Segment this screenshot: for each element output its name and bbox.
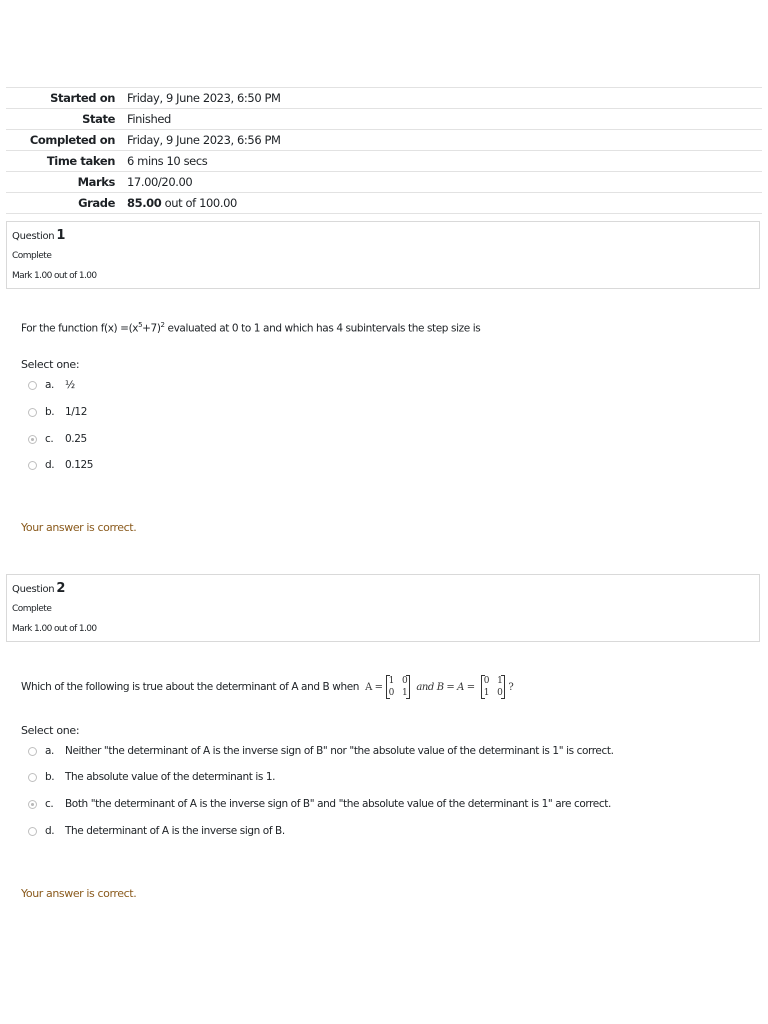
option-letter: b. <box>45 406 55 418</box>
radio-button[interactable] <box>28 381 37 390</box>
option-text: 0.125 <box>65 459 94 471</box>
radio-button[interactable] <box>28 461 37 470</box>
question-2-info <box>6 574 760 642</box>
summary-label: Started on <box>50 91 115 105</box>
summary-row-started <box>6 88 762 109</box>
option-letter: a. <box>45 745 54 757</box>
matrix-cell: 1 <box>483 688 490 698</box>
summary-value: Finished <box>127 112 171 126</box>
summary-label: Time taken <box>46 154 115 168</box>
option-text: 1/12 <box>65 406 87 418</box>
question-text-part: evaluated at 0 to 1 and which has 4 subintervals the step size is <box>164 322 481 335</box>
option-letter: c. <box>45 433 54 445</box>
option-text: 0.25 <box>65 433 87 445</box>
attempt-summary-table <box>6 87 762 214</box>
summary-label: State <box>82 112 115 126</box>
question-2-text <box>21 675 513 699</box>
summary-label: Marks <box>77 175 115 189</box>
exponent: 2 <box>160 321 165 329</box>
option-text: The determinant of A is the inverse sign of B. <box>65 825 285 837</box>
matrix-cell: 1 <box>497 676 503 686</box>
question-mark: Mark 1.00 out of 1.00 <box>12 271 97 281</box>
question-number-value: 1 <box>56 228 66 243</box>
math-connector: and B = A = <box>416 681 475 693</box>
summary-value: Friday, 9 June 2023, 6:56 PM <box>127 133 281 147</box>
summary-row-state <box>6 109 762 130</box>
summary-value: 17.00/20.00 <box>127 175 193 189</box>
matrix-cell: 1 <box>401 688 408 698</box>
summary-row-grade <box>6 193 762 214</box>
question-2-option-c[interactable] <box>28 796 611 812</box>
option-letter: a. <box>45 379 54 391</box>
question-2-option-b[interactable] <box>28 769 275 785</box>
matrix-cell: 0 <box>483 676 490 686</box>
question-1-option-d[interactable] <box>28 457 93 473</box>
radio-button[interactable] <box>28 827 37 836</box>
grade-suffix: out of 100.00 <box>164 196 237 210</box>
question-2-option-a[interactable] <box>28 743 614 759</box>
summary-row-time-taken <box>6 151 762 172</box>
question-state: Complete <box>12 251 52 261</box>
question-number-value: 2 <box>56 581 66 596</box>
summary-value: Friday, 9 June 2023, 6:50 PM <box>127 91 281 105</box>
question-1-option-a[interactable] <box>28 377 75 393</box>
question-1-option-b[interactable] <box>28 404 87 420</box>
option-letter: c. <box>45 798 54 810</box>
question-1-feedback: Your answer is correct. <box>21 521 137 534</box>
question-text-part: +7) <box>142 322 161 335</box>
exponent: 5 <box>138 321 143 329</box>
summary-label: Completed on <box>29 133 115 147</box>
question-label: Question <box>12 231 55 242</box>
option-letter: b. <box>45 771 55 783</box>
option-text: Neither "the determinant of A is the inverse sign of B" nor "the absolute value of the determinant is 1" is correct. <box>65 745 614 757</box>
matrix-b <box>481 675 506 699</box>
matrix-cell: 0 <box>388 688 394 698</box>
radio-button[interactable] <box>28 408 37 417</box>
question-1-text <box>21 321 480 335</box>
question-1-info <box>6 221 760 289</box>
question-label: Question <box>12 584 55 595</box>
radio-button[interactable] <box>28 773 37 782</box>
math-expression <box>365 675 513 699</box>
radio-button[interactable] <box>28 747 37 756</box>
option-text: Both "the determinant of A is the inverse sign of B" and "the absolute value of the determinant is 1" are correct. <box>65 798 611 810</box>
summary-value: 6 mins 10 secs <box>127 154 208 168</box>
grade-score: 85.00 <box>127 196 162 210</box>
matrix-a-label: A = <box>365 681 383 693</box>
summary-label: Grade <box>78 196 115 210</box>
question-2-option-d[interactable] <box>28 823 285 839</box>
select-one-label: Select one: <box>21 724 80 737</box>
matrix-cell: 0 <box>497 688 503 698</box>
option-letter: d. <box>45 459 55 471</box>
option-text: The absolute value of the determinant is 1. <box>65 771 276 783</box>
math-tail: ? <box>508 681 514 693</box>
matrix-a <box>386 675 411 699</box>
option-letter: d. <box>45 825 55 837</box>
select-one-label: Select one: <box>21 358 80 371</box>
question-state: Complete <box>12 604 52 614</box>
question-2-feedback: Your answer is correct. <box>21 887 137 900</box>
radio-button-selected[interactable] <box>28 435 37 444</box>
option-text: ½ <box>65 379 75 391</box>
question-text-part: Which of the following is true about the determinant of A and B when <box>21 681 360 693</box>
summary-row-completed <box>6 130 762 151</box>
summary-row-marks <box>6 172 762 193</box>
question-number <box>12 228 65 243</box>
matrix-cell: 1 <box>388 676 394 686</box>
question-1-option-c[interactable] <box>28 431 87 447</box>
question-number <box>12 581 65 596</box>
radio-button-selected[interactable] <box>28 800 37 809</box>
question-mark: Mark 1.00 out of 1.00 <box>12 624 97 634</box>
question-text-part: For the function f(x) =(x <box>21 322 139 335</box>
matrix-cell: 0 <box>401 676 408 686</box>
summary-value <box>127 196 237 210</box>
